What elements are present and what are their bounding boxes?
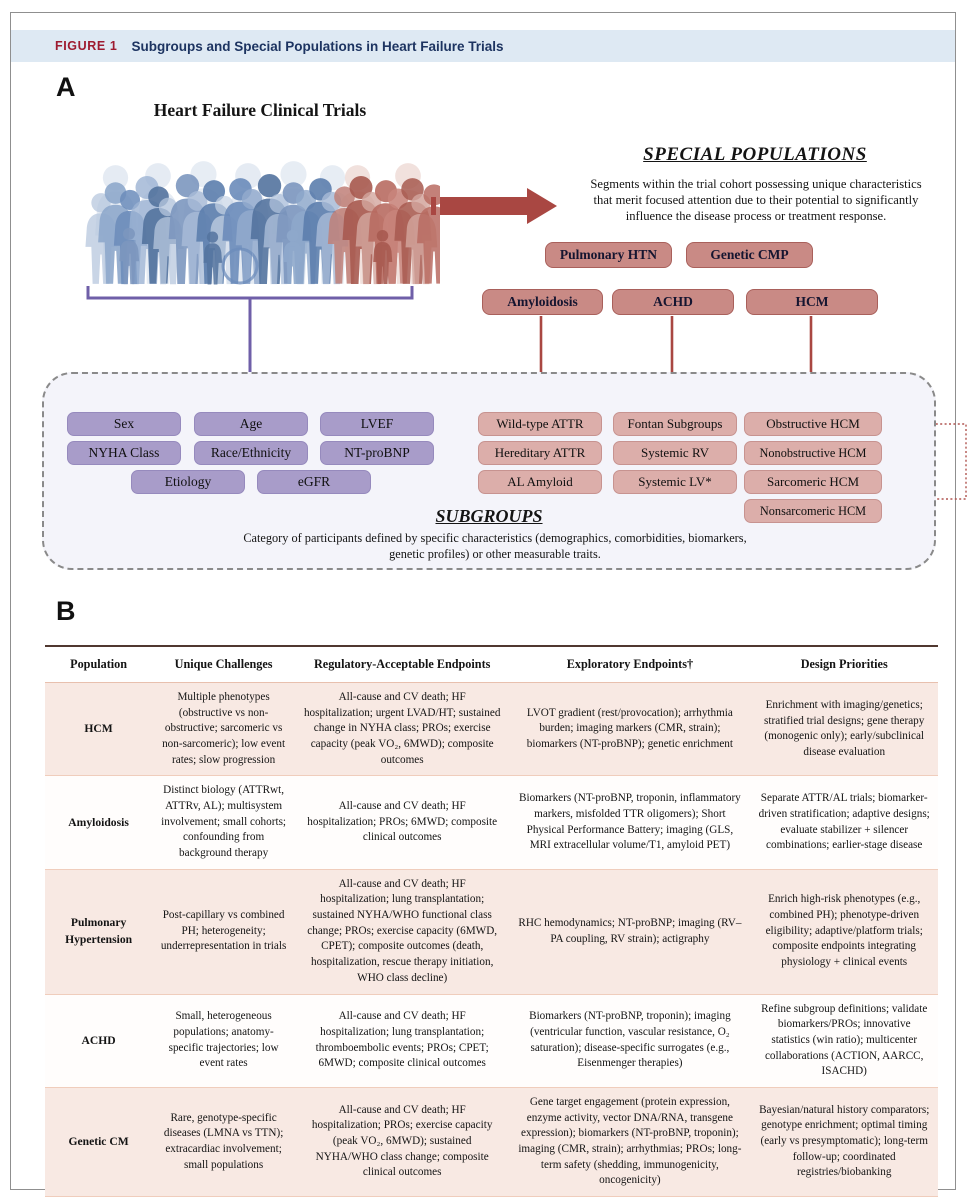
table-row-pulmonary-hypertension <box>45 870 938 995</box>
unique-challenges-cell: Rare, genotype-specific diseases (LMNA vs TTN); extracardiac involvement; small populations <box>163 1111 284 1171</box>
table-header-row <box>45 645 938 683</box>
table-header-regulatory-endpoints: Regulatory-Acceptable Endpoints <box>313 657 491 671</box>
exploratory-endpoints-cell: RHC hemodynamics; NT-proBNP; imaging (RV–PA coupling, RV strain); actigraphy <box>518 916 742 945</box>
box-genetic-cmp: Genetic CMP <box>686 242 813 268</box>
table-row-genetic-cm <box>45 1088 938 1197</box>
design-priorities-cell: Refine subgroup definitions; validate biomarkers/PROs; innovative statistics (win ratio); multicenter collaborations (ACTION, AARCC, ISACHD) <box>761 1002 928 1078</box>
unique-challenges-cell: Distinct biology (ATTRwt, ATTRv, AL); multisystem involvement; small cohorts; confounding from background therapy <box>161 784 287 860</box>
subgroup-box-sex: Sex <box>67 412 181 436</box>
subgroup-box-nonsarcomeric-hcm: Nonsarcomeric HCM <box>744 499 882 523</box>
unique-challenges-cell: Multiple phenotypes (obstructive vs non-obstructive; sarcomeric vs non-sarcomeric); low event rates; slow progression <box>162 691 286 766</box>
population-cell: Pulmonary Hypertension <box>65 916 133 946</box>
exploratory-endpoints-cell: Biomarkers (NT-proBNP, troponin); imaging (ventricular function, vascular resistance, O₂ saturation); disease-specific surrogates (e.g., Eisenmenger therapies) <box>529 1010 731 1070</box>
regulatory-endpoints-cell: All-cause and CV death; HF hospitalization; urgent LVAD/HT; sustained change in NYHA class; PROs; exercise capacity (peak VO₂, 6MWD); composite outcomes <box>303 691 501 766</box>
special-populations-description: Segments within the trial cohort possessing unique characteristics that merit focused attention due to their potential to significantly influence the disease process or treatment response. <box>590 177 922 224</box>
design-priorities-cell: Enrichment with imaging/genetics; stratified trial designs; gene therapy (monogenic only); early/subclinical disease evaluation <box>764 698 925 758</box>
population-cell: Genetic CM <box>68 1134 129 1148</box>
regulatory-endpoints-cell: All-cause and CV death; HF hospitalization; lung transplantation; sustained NYHA/WHO functional class change; PROs; exercise capacity (6MWD, CPET); composite outcomes (death, hospitalization, rescue therapy initiation, WHO class decline) <box>307 877 498 984</box>
box-pulmonary-htn: Pulmonary HTN <box>545 242 672 268</box>
subgroups-heading <box>389 506 589 527</box>
exploratory-endpoints-cell: LVOT gradient (rest/provocation); arrhythmia burden; imaging markers (CMR, strain); biomarkers (NT-proBNP); genetic enrichment <box>526 706 733 751</box>
regulatory-endpoints-cell: All-cause and CV death; HF hospitalization; lung transplantation; thromboembolic events; PROs; CPET; 6MWD; composite clinical outcomes <box>315 1010 489 1070</box>
subgroup-box-egfr: eGFR <box>257 470 371 494</box>
subgroup-box-age: Age <box>194 412 308 436</box>
exploratory-endpoints-cell: Gene target engagement (protein expression, enzyme activity, vector DNA/RNA, transgene expression); biomarkers (NT-proBNP, troponin); imaging (CMR, strain); arrhythmias; PROs; long-term safety (shedding, immunogenicity, oncogenicity) <box>518 1095 742 1187</box>
figure-number-label: FIGURE 1 <box>55 39 118 53</box>
subgroup-box-wild-type-attr: Wild-type ATTR <box>478 412 602 436</box>
regulatory-endpoints-cell: All-cause and CV death; HF hospitalization; PROs; 6MWD; composite clinical outcomes <box>307 800 498 844</box>
exploratory-endpoints-cell: Biomarkers (NT-proBNP, troponin, inflammatory markers, misfolded TTR oligomers); Short Physical Performance Battery; imaging (GLS, MRI extracellular volume/T1, amyloid PET) <box>519 792 741 852</box>
subgroup-box-etiology: Etiology <box>131 470 245 494</box>
subgroup-box-race-ethnicity: Race/Ethnicity <box>194 441 308 465</box>
subgroup-box-obstructive-hcm: Obstructive HCM <box>744 412 882 436</box>
subgroup-box-nt-probnp: NT-proBNP <box>320 441 434 465</box>
design-priorities-cell: Bayesian/natural history comparators; genotype enrichment; optimal timing (early vs presymptomatic); long-term follow-up; coordinated registries/biobanking <box>759 1103 930 1179</box>
population-table <box>45 645 938 1197</box>
subgroup-box-systemic-rv: Systemic RV <box>613 441 737 465</box>
crowd-title: Heart Failure Clinical Trials <box>153 100 367 120</box>
design-priorities-cell: Separate ATTR/AL trials; biomarker-driven stratification; adaptive designs; evaluate stabilizer + silencer combinations; earlier-stage disease <box>758 792 930 852</box>
population-cell: ACHD <box>81 1033 116 1047</box>
box-amyloidosis: Amyloidosis <box>482 289 603 315</box>
subgroup-box-hereditary-attr: Hereditary ATTR <box>478 441 602 465</box>
subgroup-box-lvef: LVEF <box>320 412 434 436</box>
population-cell: Amyloidosis <box>68 815 129 829</box>
subgroup-box-al-amyloid: AL Amyloid <box>478 470 602 494</box>
panel-a-label: A <box>56 72 76 102</box>
table-row-hcm <box>45 683 938 776</box>
unique-challenges-cell: Post-capillary vs combined PH; heterogeneity; underrepresentation in trials <box>160 909 287 953</box>
special-populations-heading <box>565 144 945 166</box>
table-row-amyloidosis <box>45 776 938 869</box>
subgroup-box-systemic-lv: Systemic LV* <box>613 470 737 494</box>
panel-b-label: B <box>56 596 76 626</box>
table-header-population: Population <box>70 657 128 671</box>
crowd-svg <box>80 126 440 288</box>
box-hcm: HCM <box>746 289 878 315</box>
box-achd: ACHD <box>612 289 734 315</box>
subgroup-box-nonobstructive-hcm: Nonobstructive HCM <box>744 441 882 465</box>
figure-header-band <box>11 30 955 62</box>
table-row-achd <box>45 995 938 1088</box>
subgroup-box-fontan-subgroups: Fontan Subgroups <box>613 412 737 436</box>
subgroups-heading-text: SUBGROUPS <box>435 506 543 526</box>
figure-title: Subgroups and Special Populations in Heart Failure Trials <box>131 38 504 54</box>
subgroup-box-nyha-class: NYHA Class <box>67 441 181 465</box>
table-header-design-priorities: Design Priorities <box>800 657 888 671</box>
subgroups-description: Category of participants defined by specific characteristics (demographics, comorbidities, biomarkers, genetic profiles) or other measurable traits. <box>243 531 747 561</box>
subgroup-box-sarcomeric-hcm: Sarcomeric HCM <box>744 470 882 494</box>
table-header-unique-challenges: Unique Challenges <box>174 657 273 671</box>
regulatory-endpoints-cell: All-cause and CV death; HF hospitalization; PROs; exercise capacity (peak VO₂, 6MWD); sustained NYHA/WHO class change; composite clinical outcomes <box>311 1103 493 1179</box>
unique-challenges-cell: Small, heterogeneous populations; anatomy-specific trajectories; low event rates <box>168 1010 279 1070</box>
population-cell: HCM <box>84 722 113 736</box>
table-header-exploratory-endpoints: Exploratory Endpoints† <box>566 657 694 671</box>
design-priorities-cell: Enrich high-risk phenotypes (e.g., combined PH); phenotype-driven eligibility; adaptive/platform trials; composite endpoints integrating physiology + clinical events <box>765 893 923 969</box>
special-populations-heading-text: SPECIAL POPULATIONS <box>643 144 867 165</box>
crowd-illustration <box>80 126 440 288</box>
